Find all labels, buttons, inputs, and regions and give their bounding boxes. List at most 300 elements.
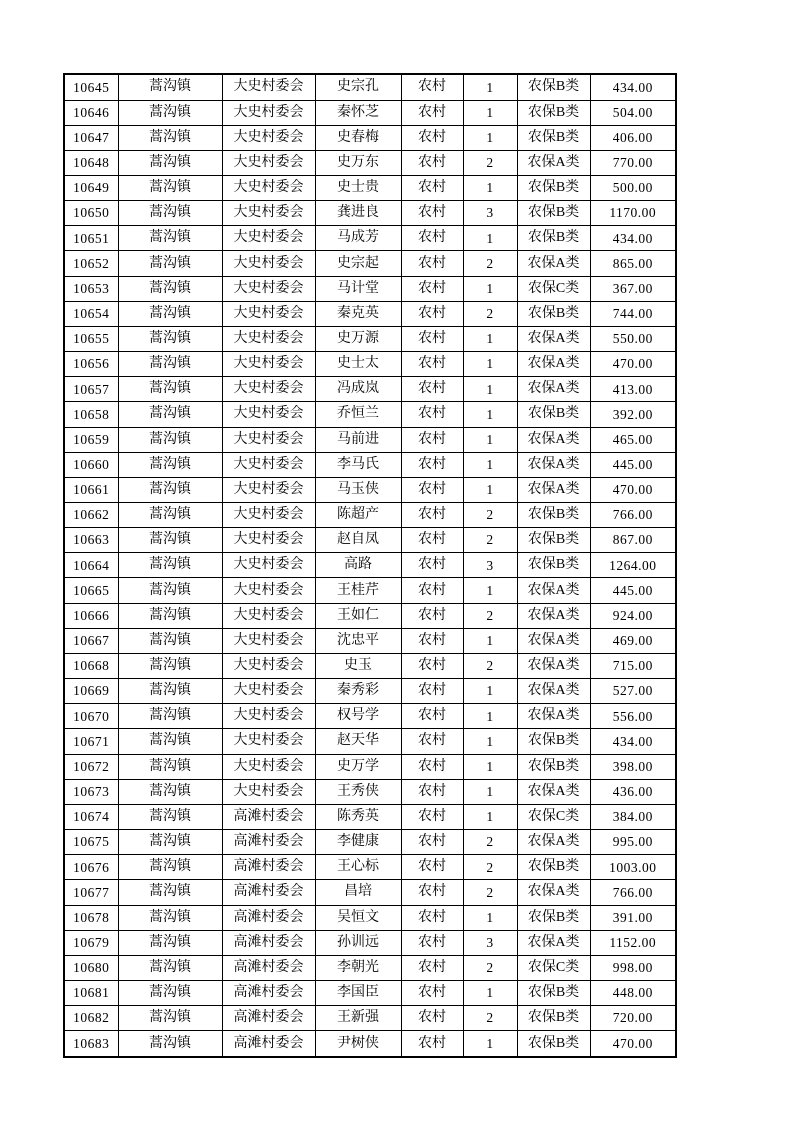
cell-village-committee: 大史村委会 [222, 477, 315, 502]
cell-person-count: 2 [463, 301, 517, 326]
cell-insurance-category: 农保C类 [517, 955, 590, 980]
cell-town: 蒿沟镇 [118, 704, 222, 729]
cell-amount: 527.00 [590, 679, 676, 704]
cell-person-count: 1 [463, 779, 517, 804]
cell-insurance-category: 农保B类 [517, 503, 590, 528]
table-row [64, 352, 676, 377]
cell-serial-number: 10648 [64, 150, 118, 175]
cell-person-name: 沈忠平 [315, 628, 401, 653]
cell-serial-number: 10672 [64, 754, 118, 779]
cell-village-committee: 高滩村委会 [222, 880, 315, 905]
cell-town: 蒿沟镇 [118, 729, 222, 754]
cell-serial-number: 10656 [64, 352, 118, 377]
cell-village-committee: 大史村委会 [222, 452, 315, 477]
cell-serial-number: 10670 [64, 704, 118, 729]
cell-village-committee: 高滩村委会 [222, 1006, 315, 1031]
cell-town: 蒿沟镇 [118, 276, 222, 301]
table-row [64, 905, 676, 930]
table-row [64, 830, 676, 855]
cell-residence-type: 农村 [401, 653, 463, 678]
cell-amount: 445.00 [590, 578, 676, 603]
cell-residence-type: 农村 [401, 679, 463, 704]
cell-person-count: 2 [463, 603, 517, 628]
cell-person-name: 史宗孔 [315, 74, 401, 100]
cell-town: 蒿沟镇 [118, 251, 222, 276]
cell-person-count: 1 [463, 402, 517, 427]
cell-person-name: 史玉 [315, 653, 401, 678]
cell-serial-number: 10681 [64, 980, 118, 1005]
cell-village-committee: 大史村委会 [222, 125, 315, 150]
table-row [64, 980, 676, 1005]
cell-insurance-category: 农保A类 [517, 628, 590, 653]
cell-person-name: 尹树侠 [315, 1031, 401, 1057]
cell-serial-number: 10658 [64, 402, 118, 427]
cell-town: 蒿沟镇 [118, 100, 222, 125]
cell-person-count: 2 [463, 855, 517, 880]
cell-village-committee: 大史村委会 [222, 754, 315, 779]
table-row [64, 226, 676, 251]
cell-amount: 434.00 [590, 226, 676, 251]
cell-serial-number: 10655 [64, 326, 118, 351]
cell-insurance-category: 农保B类 [517, 201, 590, 226]
cell-residence-type: 农村 [401, 377, 463, 402]
cell-person-name: 王桂芹 [315, 578, 401, 603]
cell-residence-type: 农村 [401, 452, 463, 477]
cell-amount: 470.00 [590, 477, 676, 502]
cell-person-count: 1 [463, 377, 517, 402]
cell-person-name: 高路 [315, 553, 401, 578]
cell-town: 蒿沟镇 [118, 880, 222, 905]
cell-village-committee: 大史村委会 [222, 779, 315, 804]
cell-amount: 500.00 [590, 175, 676, 200]
table-row [64, 452, 676, 477]
cell-village-committee: 大史村委会 [222, 226, 315, 251]
cell-residence-type: 农村 [401, 779, 463, 804]
cell-village-committee: 大史村委会 [222, 326, 315, 351]
cell-amount: 469.00 [590, 628, 676, 653]
cell-person-name: 李朝光 [315, 955, 401, 980]
cell-serial-number: 10663 [64, 528, 118, 553]
cell-amount: 392.00 [590, 402, 676, 427]
table-row [64, 427, 676, 452]
cell-person-name: 昌培 [315, 880, 401, 905]
cell-amount: 445.00 [590, 452, 676, 477]
cell-insurance-category: 农保A类 [517, 653, 590, 678]
cell-town: 蒿沟镇 [118, 804, 222, 829]
cell-residence-type: 农村 [401, 301, 463, 326]
cell-village-committee: 大史村委会 [222, 628, 315, 653]
cell-amount: 448.00 [590, 980, 676, 1005]
cell-person-count: 2 [463, 880, 517, 905]
cell-serial-number: 10645 [64, 74, 118, 100]
cell-person-count: 3 [463, 553, 517, 578]
cell-amount: 1003.00 [590, 855, 676, 880]
table-row [64, 100, 676, 125]
cell-village-committee: 大史村委会 [222, 704, 315, 729]
cell-serial-number: 10646 [64, 100, 118, 125]
cell-residence-type: 农村 [401, 201, 463, 226]
cell-person-count: 2 [463, 251, 517, 276]
cell-village-committee: 高滩村委会 [222, 905, 315, 930]
cell-village-committee: 高滩村委会 [222, 855, 315, 880]
cell-village-committee: 高滩村委会 [222, 1031, 315, 1057]
cell-village-committee: 大史村委会 [222, 352, 315, 377]
cell-town: 蒿沟镇 [118, 553, 222, 578]
cell-insurance-category: 农保B类 [517, 1006, 590, 1031]
cell-town: 蒿沟镇 [118, 125, 222, 150]
cell-village-committee: 大史村委会 [222, 301, 315, 326]
cell-insurance-category: 农保B类 [517, 301, 590, 326]
cell-village-committee: 大史村委会 [222, 528, 315, 553]
cell-person-count: 1 [463, 804, 517, 829]
cell-town: 蒿沟镇 [118, 402, 222, 427]
cell-serial-number: 10661 [64, 477, 118, 502]
cell-amount: 720.00 [590, 1006, 676, 1031]
table-row [64, 553, 676, 578]
cell-person-name: 马计堂 [315, 276, 401, 301]
cell-insurance-category: 农保A类 [517, 326, 590, 351]
cell-insurance-category: 农保B类 [517, 175, 590, 200]
table-row [64, 704, 676, 729]
cell-serial-number: 10667 [64, 628, 118, 653]
cell-amount: 470.00 [590, 352, 676, 377]
table-row [64, 528, 676, 553]
cell-serial-number: 10659 [64, 427, 118, 452]
cell-serial-number: 10673 [64, 779, 118, 804]
cell-serial-number: 10682 [64, 1006, 118, 1031]
cell-residence-type: 农村 [401, 326, 463, 351]
cell-person-count: 2 [463, 528, 517, 553]
cell-village-committee: 大史村委会 [222, 276, 315, 301]
table-row [64, 503, 676, 528]
cell-amount: 504.00 [590, 100, 676, 125]
cell-person-name: 冯成岚 [315, 377, 401, 402]
cell-serial-number: 10662 [64, 503, 118, 528]
cell-serial-number: 10674 [64, 804, 118, 829]
cell-amount: 391.00 [590, 905, 676, 930]
cell-village-committee: 高滩村委会 [222, 955, 315, 980]
cell-town: 蒿沟镇 [118, 452, 222, 477]
cell-village-committee: 大史村委会 [222, 578, 315, 603]
cell-town: 蒿沟镇 [118, 578, 222, 603]
cell-person-count: 1 [463, 679, 517, 704]
cell-residence-type: 农村 [401, 980, 463, 1005]
table-row [64, 74, 676, 100]
table-row [64, 930, 676, 955]
cell-amount: 770.00 [590, 150, 676, 175]
cell-village-committee: 大史村委会 [222, 74, 315, 100]
cell-residence-type: 农村 [401, 1006, 463, 1031]
cell-residence-type: 农村 [401, 477, 463, 502]
cell-serial-number: 10651 [64, 226, 118, 251]
table-row [64, 679, 676, 704]
cell-residence-type: 农村 [401, 150, 463, 175]
cell-person-count: 1 [463, 905, 517, 930]
cell-person-name: 史士贵 [315, 175, 401, 200]
cell-village-committee: 大史村委会 [222, 402, 315, 427]
cell-person-count: 1 [463, 74, 517, 100]
cell-person-name: 乔恒兰 [315, 402, 401, 427]
cell-person-count: 1 [463, 754, 517, 779]
cell-person-name: 秦怀芝 [315, 100, 401, 125]
cell-amount: 413.00 [590, 377, 676, 402]
cell-town: 蒿沟镇 [118, 855, 222, 880]
cell-amount: 766.00 [590, 880, 676, 905]
cell-person-name: 史春梅 [315, 125, 401, 150]
cell-person-name: 赵自凤 [315, 528, 401, 553]
cell-person-name: 秦秀彩 [315, 679, 401, 704]
cell-amount: 434.00 [590, 74, 676, 100]
cell-person-name: 龚进良 [315, 201, 401, 226]
cell-person-count: 1 [463, 326, 517, 351]
cell-person-name: 史宗起 [315, 251, 401, 276]
beneficiary-table [63, 73, 677, 1058]
cell-village-committee: 高滩村委会 [222, 804, 315, 829]
cell-village-committee: 大史村委会 [222, 603, 315, 628]
cell-serial-number: 10649 [64, 175, 118, 200]
cell-amount: 436.00 [590, 779, 676, 804]
cell-person-name: 孙训远 [315, 930, 401, 955]
cell-insurance-category: 农保A类 [517, 150, 590, 175]
cell-residence-type: 农村 [401, 74, 463, 100]
cell-residence-type: 农村 [401, 754, 463, 779]
cell-insurance-category: 农保B类 [517, 74, 590, 100]
cell-serial-number: 10657 [64, 377, 118, 402]
cell-serial-number: 10665 [64, 578, 118, 603]
cell-person-name: 李国臣 [315, 980, 401, 1005]
cell-amount: 924.00 [590, 603, 676, 628]
cell-town: 蒿沟镇 [118, 427, 222, 452]
cell-town: 蒿沟镇 [118, 603, 222, 628]
cell-village-committee: 高滩村委会 [222, 980, 315, 1005]
cell-insurance-category: 农保A类 [517, 779, 590, 804]
cell-insurance-category: 农保B类 [517, 402, 590, 427]
cell-person-count: 1 [463, 704, 517, 729]
cell-amount: 465.00 [590, 427, 676, 452]
cell-residence-type: 农村 [401, 930, 463, 955]
table-row [64, 729, 676, 754]
cell-village-committee: 大史村委会 [222, 175, 315, 200]
cell-village-committee: 大史村委会 [222, 100, 315, 125]
cell-insurance-category: 农保B类 [517, 729, 590, 754]
cell-person-count: 1 [463, 427, 517, 452]
cell-insurance-category: 农保A类 [517, 679, 590, 704]
cell-serial-number: 10676 [64, 855, 118, 880]
cell-residence-type: 农村 [401, 427, 463, 452]
cell-town: 蒿沟镇 [118, 377, 222, 402]
table-row [64, 125, 676, 150]
cell-town: 蒿沟镇 [118, 352, 222, 377]
cell-insurance-category: 农保B类 [517, 855, 590, 880]
cell-person-count: 2 [463, 653, 517, 678]
cell-insurance-category: 农保C类 [517, 804, 590, 829]
table-row [64, 603, 676, 628]
cell-residence-type: 农村 [401, 855, 463, 880]
cell-residence-type: 农村 [401, 704, 463, 729]
cell-amount: 398.00 [590, 754, 676, 779]
table-row [64, 779, 676, 804]
cell-insurance-category: 农保C类 [517, 276, 590, 301]
cell-amount: 556.00 [590, 704, 676, 729]
cell-residence-type: 农村 [401, 830, 463, 855]
cell-person-name: 史士太 [315, 352, 401, 377]
cell-town: 蒿沟镇 [118, 930, 222, 955]
cell-serial-number: 10660 [64, 452, 118, 477]
cell-town: 蒿沟镇 [118, 1006, 222, 1031]
cell-residence-type: 农村 [401, 352, 463, 377]
table-row [64, 175, 676, 200]
cell-amount: 766.00 [590, 503, 676, 528]
cell-town: 蒿沟镇 [118, 477, 222, 502]
cell-insurance-category: 农保B类 [517, 528, 590, 553]
cell-residence-type: 农村 [401, 175, 463, 200]
table-row [64, 402, 676, 427]
cell-person-name: 赵天华 [315, 729, 401, 754]
cell-amount: 367.00 [590, 276, 676, 301]
cell-person-name: 李健康 [315, 830, 401, 855]
cell-residence-type: 农村 [401, 628, 463, 653]
cell-residence-type: 农村 [401, 905, 463, 930]
cell-person-name: 秦克英 [315, 301, 401, 326]
cell-insurance-category: 农保B类 [517, 754, 590, 779]
cell-town: 蒿沟镇 [118, 754, 222, 779]
cell-person-name: 陈秀英 [315, 804, 401, 829]
cell-serial-number: 10679 [64, 930, 118, 955]
cell-insurance-category: 农保A类 [517, 704, 590, 729]
cell-insurance-category: 农保B类 [517, 905, 590, 930]
table-row [64, 477, 676, 502]
cell-amount: 867.00 [590, 528, 676, 553]
table-row [64, 326, 676, 351]
cell-serial-number: 10678 [64, 905, 118, 930]
cell-amount: 1264.00 [590, 553, 676, 578]
cell-residence-type: 农村 [401, 804, 463, 829]
table-row [64, 880, 676, 905]
cell-residence-type: 农村 [401, 276, 463, 301]
cell-town: 蒿沟镇 [118, 201, 222, 226]
cell-person-count: 3 [463, 201, 517, 226]
cell-village-committee: 大史村委会 [222, 653, 315, 678]
cell-residence-type: 农村 [401, 528, 463, 553]
cell-insurance-category: 农保B类 [517, 226, 590, 251]
cell-insurance-category: 农保A类 [517, 377, 590, 402]
table-row [64, 653, 676, 678]
cell-serial-number: 10664 [64, 553, 118, 578]
cell-insurance-category: 农保B类 [517, 100, 590, 125]
cell-town: 蒿沟镇 [118, 1031, 222, 1057]
cell-amount: 998.00 [590, 955, 676, 980]
cell-amount: 715.00 [590, 653, 676, 678]
cell-serial-number: 10653 [64, 276, 118, 301]
cell-town: 蒿沟镇 [118, 301, 222, 326]
cell-insurance-category: 农保A类 [517, 251, 590, 276]
cell-residence-type: 农村 [401, 100, 463, 125]
cell-town: 蒿沟镇 [118, 150, 222, 175]
cell-village-committee: 大史村委会 [222, 427, 315, 452]
cell-amount: 865.00 [590, 251, 676, 276]
cell-person-count: 1 [463, 980, 517, 1005]
cell-insurance-category: 农保A类 [517, 830, 590, 855]
cell-person-count: 1 [463, 125, 517, 150]
cell-person-name: 马成芳 [315, 226, 401, 251]
cell-village-committee: 大史村委会 [222, 503, 315, 528]
table-row [64, 628, 676, 653]
cell-town: 蒿沟镇 [118, 226, 222, 251]
cell-serial-number: 10669 [64, 679, 118, 704]
cell-person-name: 王如仁 [315, 603, 401, 628]
cell-town: 蒿沟镇 [118, 528, 222, 553]
cell-residence-type: 农村 [401, 955, 463, 980]
table-row [64, 1006, 676, 1031]
cell-insurance-category: 农保B类 [517, 1031, 590, 1057]
cell-person-name: 吴恒文 [315, 905, 401, 930]
cell-village-committee: 高滩村委会 [222, 930, 315, 955]
cell-amount: 406.00 [590, 125, 676, 150]
cell-amount: 1152.00 [590, 930, 676, 955]
cell-person-count: 1 [463, 578, 517, 603]
cell-residence-type: 农村 [401, 729, 463, 754]
cell-amount: 995.00 [590, 830, 676, 855]
cell-town: 蒿沟镇 [118, 74, 222, 100]
cell-person-count: 1 [463, 175, 517, 200]
cell-serial-number: 10680 [64, 955, 118, 980]
cell-person-name: 马前进 [315, 427, 401, 452]
cell-amount: 470.00 [590, 1031, 676, 1057]
table-body [64, 74, 676, 1057]
cell-person-count: 2 [463, 503, 517, 528]
cell-residence-type: 农村 [401, 251, 463, 276]
cell-amount: 1170.00 [590, 201, 676, 226]
cell-village-committee: 大史村委会 [222, 150, 315, 175]
cell-person-name: 陈超产 [315, 503, 401, 528]
cell-serial-number: 10677 [64, 880, 118, 905]
cell-person-count: 1 [463, 1031, 517, 1057]
cell-residence-type: 农村 [401, 553, 463, 578]
cell-amount: 550.00 [590, 326, 676, 351]
cell-person-count: 1 [463, 276, 517, 301]
cell-person-count: 2 [463, 150, 517, 175]
cell-town: 蒿沟镇 [118, 905, 222, 930]
cell-person-count: 1 [463, 628, 517, 653]
cell-person-count: 1 [463, 477, 517, 502]
cell-person-name: 李马氏 [315, 452, 401, 477]
cell-serial-number: 10654 [64, 301, 118, 326]
table-row [64, 377, 676, 402]
cell-person-name: 马玉侠 [315, 477, 401, 502]
table-row [64, 201, 676, 226]
cell-insurance-category: 农保A类 [517, 930, 590, 955]
cell-insurance-category: 农保A类 [517, 427, 590, 452]
cell-person-name: 王秀侠 [315, 779, 401, 804]
cell-town: 蒿沟镇 [118, 779, 222, 804]
cell-village-committee: 大史村委会 [222, 251, 315, 276]
table-row [64, 150, 676, 175]
table-row [64, 804, 676, 829]
cell-person-name: 王心标 [315, 855, 401, 880]
cell-insurance-category: 农保B类 [517, 125, 590, 150]
table-row [64, 1031, 676, 1057]
cell-person-name: 史万东 [315, 150, 401, 175]
cell-person-count: 1 [463, 100, 517, 125]
cell-insurance-category: 农保A类 [517, 477, 590, 502]
table-row [64, 754, 676, 779]
cell-serial-number: 10675 [64, 830, 118, 855]
cell-insurance-category: 农保B类 [517, 553, 590, 578]
cell-person-count: 1 [463, 452, 517, 477]
cell-village-committee: 高滩村委会 [222, 830, 315, 855]
cell-serial-number: 10683 [64, 1031, 118, 1057]
table-row [64, 578, 676, 603]
